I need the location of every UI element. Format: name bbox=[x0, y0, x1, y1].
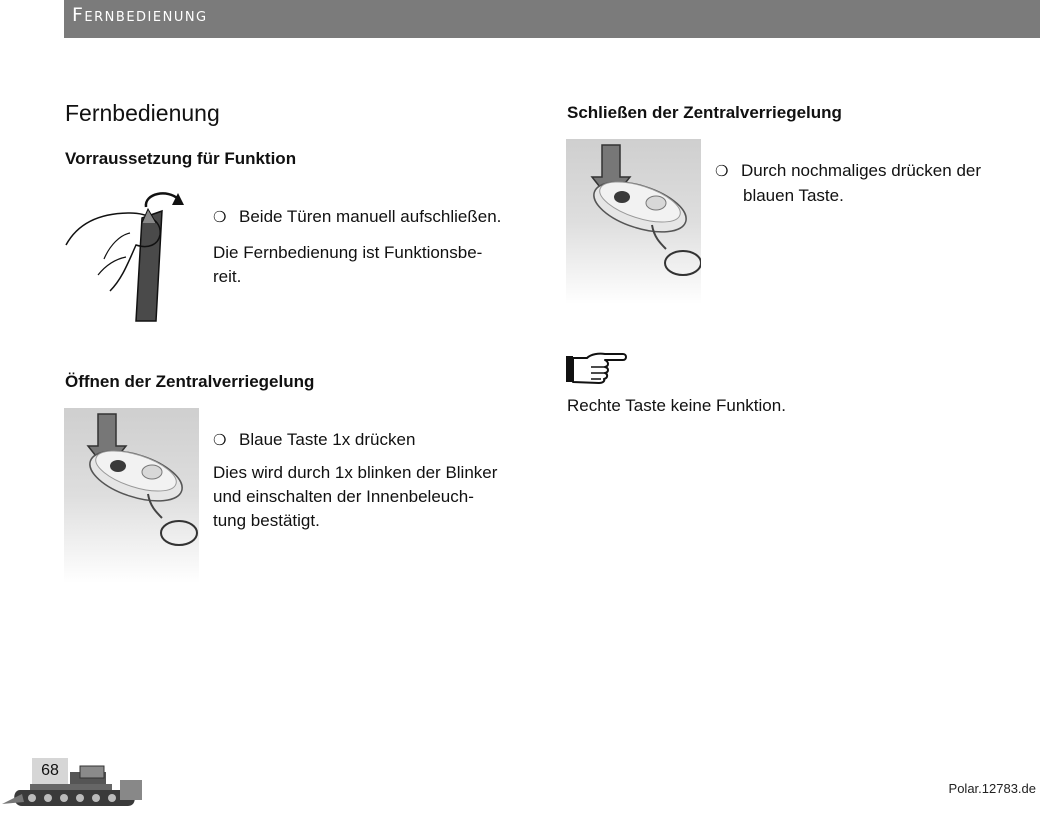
section3-bullet-item bbox=[715, 159, 1035, 208]
bullet-icon: ❍ bbox=[213, 209, 227, 226]
section1-bullet-item bbox=[213, 205, 553, 230]
footer-site: Polar.12783.de bbox=[948, 781, 1036, 796]
snowcat-vehicle-icon bbox=[0, 750, 145, 815]
header-bar bbox=[64, 0, 1040, 38]
section2-text-line3: tung bestätigt. bbox=[213, 511, 320, 530]
bullet-icon: ❍ bbox=[715, 163, 729, 180]
key-fob-photo-open bbox=[64, 408, 199, 583]
header-title: Fernbedienung bbox=[72, 4, 208, 26]
section1-heading: Vorraussetzung für Funktion bbox=[65, 149, 297, 168]
section3-bullet-line2: blauen Taste. bbox=[743, 186, 844, 205]
section3-heading: Schließen der Zentralverriegelung bbox=[567, 103, 842, 122]
note-text: Rechte Taste keine Funktion. bbox=[567, 396, 786, 415]
bullet-icon: ❍ bbox=[213, 432, 227, 449]
page-number: 68 bbox=[32, 758, 68, 784]
key-fob-photo-close bbox=[566, 139, 701, 304]
section1-text-line2: reit. bbox=[213, 267, 242, 286]
section2-text-line1: Dies wird durch 1x blinken der Blinker bbox=[213, 463, 498, 482]
section2-bullet-text: Blaue Taste 1x drücken bbox=[239, 430, 416, 449]
section2-heading: Öffnen der Zentralverriegelung bbox=[65, 372, 315, 391]
section1-text-line1: Die Fernbedienung ist Funktionsbe- bbox=[213, 243, 483, 262]
section1-bullet-text: Beide Türen manuell aufschließen. bbox=[239, 207, 502, 226]
section3-bullet-line1: Durch nochmaliges drücken der bbox=[741, 161, 982, 180]
pointing-hand-icon bbox=[565, 350, 629, 386]
main-title: Fernbedienung bbox=[65, 100, 220, 126]
section2-bullet-item bbox=[213, 428, 553, 453]
hand-door-illustration bbox=[64, 183, 204, 323]
section2-text-line2: und einschalten der Innenbeleuch- bbox=[213, 487, 474, 506]
